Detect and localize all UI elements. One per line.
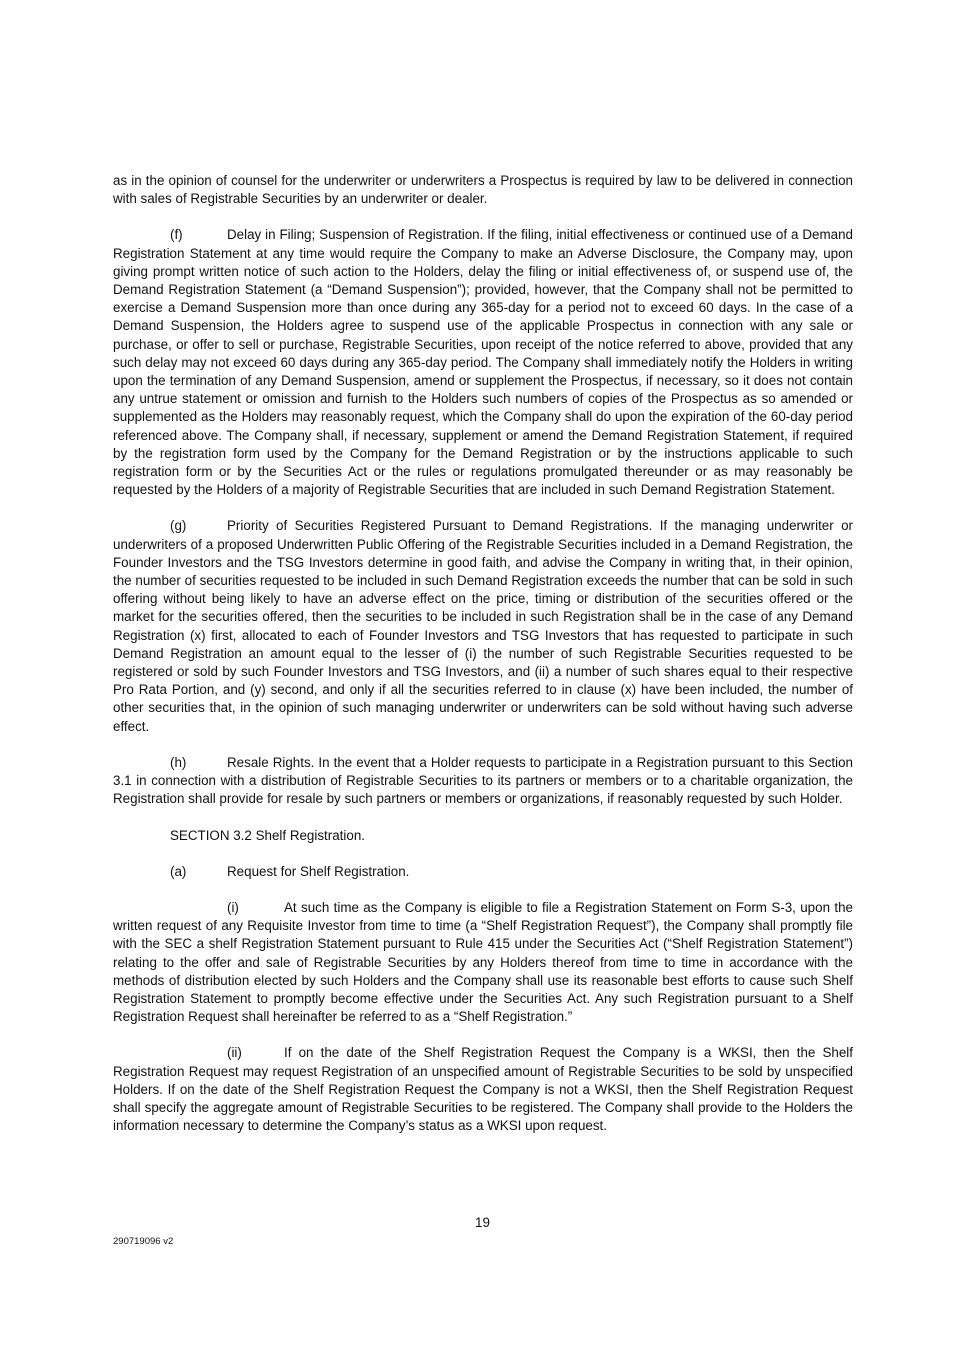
paragraph-h [113,754,853,809]
paragraph-f-title: Delay in Filing; Suspension of Registration. [227,227,484,243]
page-number: 19 [475,1215,490,1230]
subparagraph-ii-text: If on the date of the Shelf Registration Request the Company is a WKSI, then the Shelf Registration Request may request Registration of an unspecified amount of Registrable Securities to be sold by unspecified Holders. If on the date of the Shelf Registration Request the Company is not a WKSI, then the Shelf Registration Request shall specify the aggregate amount of Registrable Securities to be registered. The Company shall provide to the Holders the information necessary to determine the Company’s status as a WKSI upon request. [113,1045,853,1134]
document-body [113,172,853,1153]
paragraph-g-text: If the managing underwriter or underwriters of a proposed Underwritten Public Offering of the Registrable Securities included in a Demand Registration, the Founder Investors and the TSG Investors determine in good faith, and advise the Company in writing that, in their opinion, the number of securities requested to be included in such Demand Registration exceeds the number that can be sold in such offering without being likely to have an adverse effect on the price, timing or distribution of the securities offered or the market for the securities offered, then the securities to be included in such Registration shall be in the case of any Demand Registration (x) first, allocated to each of Founder Investors and TSG Investors that has requested to participate in such Demand Registration an amount equal to the lesser of (i) the number of such Registrable Securities requested to be registered or sold by such Founder Investors and TSG Investors, and (ii) a number of such shares equal to their respective Pro Rata Portion, and (y) second, and only if all the securities referred to in clause (x) have been included, the number of other securities that, in the opinion of such managing underwriter or underwriters can be sold without having such adverse effect. [113,518,854,734]
paragraph-g-label: (g) [170,518,187,534]
subparagraph-ii-label: (ii) [227,1045,242,1061]
subparagraph-i-label: (i) [227,899,239,915]
section-heading: SECTION 3.2 Shelf Registration. [170,827,365,843]
paragraph-h-label: (h) [170,754,187,770]
subsection-a-label: (a) [170,863,187,879]
subparagraph-ii [113,1044,853,1135]
document-id: 290719096 v2 [113,1236,174,1247]
continuation-paragraph: as in the opinion of counsel for the underwriter or underwriters a Prospectus is required by law to be delivered in connection with sales of Registrable Securities by an underwriter or dealer. [113,173,853,207]
paragraph-g [113,517,853,735]
paragraph-h-text: In the event that a Holder requests to participate in a Registration pursuant to this Section 3.1 in connection with a distribution of Registrable Securities to its partners or members or to a charitable organization, the Registration shall provide for resale by such partners or members or organizations, if reasonably requested by such Holder. [113,754,853,807]
paragraph-g-title: Priority of Securities Registered Pursuant to Demand Registrations. [227,518,653,534]
subparagraph-i [113,899,853,1026]
paragraph-h-title: Resale Rights. [227,754,315,770]
paragraph-f [113,226,853,499]
subparagraph-i-text: At such time as the Company is eligible to file a Registration Statement on Form S-3, upon the written request of any Requisite Investor from time to time (a “Shelf Registration Request”), the Company shall promptly file with the SEC a shelf Registration Statement pursuant to Rule 415 under the Securities Act (“Shelf Registration Statement”) relating to the offer and sale of Registrable Securities by any Holders thereof from time to time in accordance with the methods of distribution elected by such Holders and the Company shall use its reasonable best efforts to cause such Shelf Registration Statement to promptly become effective under the Securities Act. Any such Registration pursuant to a Shelf Registration Request shall hereinafter be referred to as a “Shelf Registration.” [113,899,853,1025]
subsection-a-title: Request for Shelf Registration. [227,863,410,879]
paragraph-f-text: If the filing, initial effectiveness or continued use of a Demand Registration Statement at any time would require the Company to make an Adverse Disclosure, the Company may, upon giving prompt written notice of such action to the Holders, delay the filing or initial effectiveness of, or suspend use of, the Demand Registration Statement (a “Demand Suspension”); provided, however, that the Company shall not be permitted to exercise a Demand Suspension more than once during any 365-day for a period not to exceed 60 days. In the case of a Demand Suspension, the Holders agree to suspend use of the applicable Prospectus in connection with any sale or purchase, or offer to sell or purchase, Registrable Securities, upon receipt of the notice referred to above, provided that any such delay may not exceed 60 days during any 365-day period. The Company shall immediately notify the Holders in writing upon the termination of any Demand Suspension, amend or supplement the Prospectus, if necessary, so it does not contain any untrue statement or omission and furnish to the Holders such numbers of copies of the Prospectus as so amended or supplemented as the Holders may reasonably request, which the Company shall do upon the expiration of the 60-day period referenced above. The Company shall, if necessary, supplement or amend the Demand Registration Statement, if required by the registration form used by the Company for the Demand Registration or by the instructions applicable to such registration form or by the Securities Act or the rules or regulations promulgated thereunder or as may reasonably be requested by the Holders of a majority of Registrable Securities that are included in such Demand Registration Statement. [113,227,853,498]
subsection-a-heading [170,863,853,881]
paragraph-f-label: (f) [170,227,183,243]
